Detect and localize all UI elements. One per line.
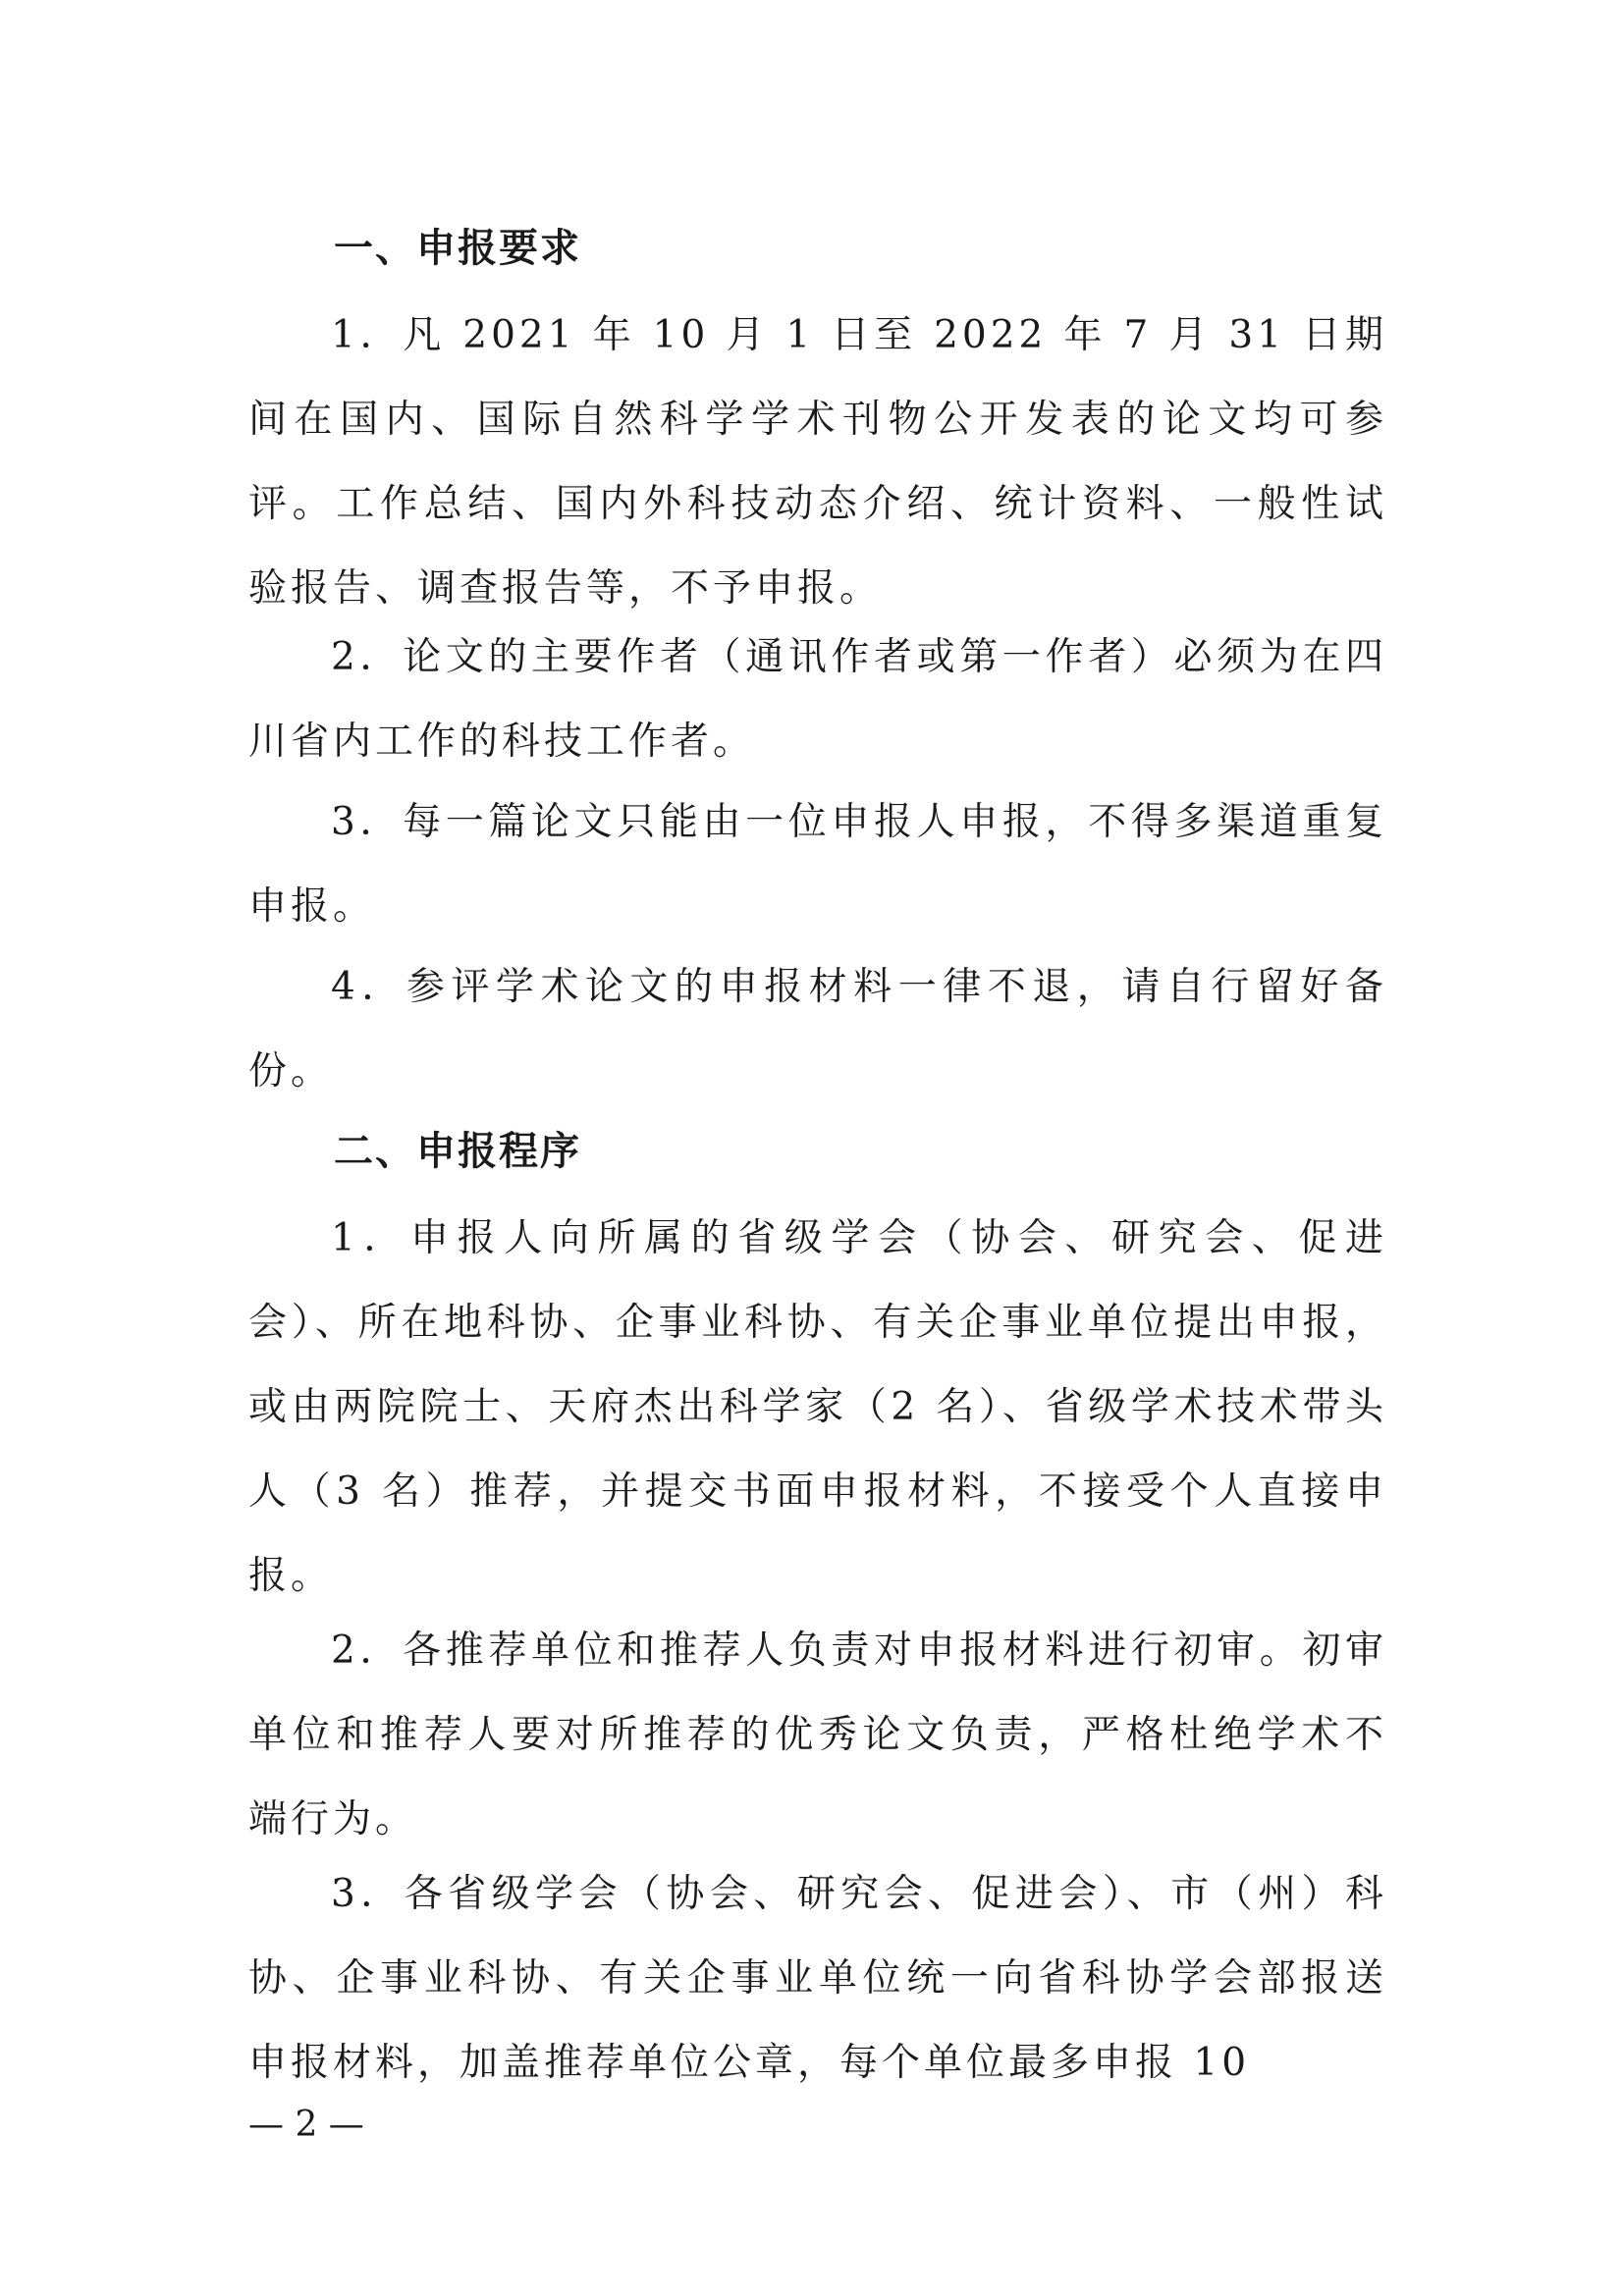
- section-heading-procedure: 二、申报程序: [334, 1129, 581, 1174]
- procedure-item-1: 1．申报人向所属的省级学会（协会、研究会、促进会）、所在地科协、企事业科协、有关企事业单位提出申报，或由两院院士、天府杰出科学家（2 名）、省级学术技术带头人（3 名）推荐，并提交书面申报材料，不接受个人直接申报。: [248, 1216, 1387, 1598]
- requirements-item-3: 3．每一篇论文只能由一位申报人申报，不得多渠道重复申报。: [248, 800, 1387, 929]
- section-heading-requirements: 一、申报要求: [334, 226, 581, 271]
- procedure-item-2: 2．各推荐单位和推荐人负责对申报材料进行初审。初审单位和推荐人要对所推荐的优秀论文负责，严格杜绝学术不端行为。: [248, 1629, 1387, 1842]
- page-number: — 2 —: [248, 2105, 364, 2145]
- requirements-item-1: 1．凡 2021 年 10 月 1 日至 2022 年 7 月 31 日期间在国内、国际自然科学学术刊物公开发表的论文均可参评。工作总结、国内外科技动态介绍、统计资料、一般性试验报告、调查报告等，不予申报。: [248, 313, 1387, 611]
- requirements-item-2: 2．论文的主要作者（通讯作者或第一作者）必须为在四川省内工作的科技工作者。: [248, 635, 1387, 764]
- requirements-item-4: 4．参评学术论文的申报材料一律不退，请自行留好备份。: [248, 965, 1387, 1094]
- procedure-item-3: 3．各省级学会（协会、研究会、促进会）、市（州）科协、企事业科协、有关企事业单位统一向省科协学会部报送申报材料，加盖推荐单位公章，每个单位最多申报 10: [248, 1872, 1387, 2085]
